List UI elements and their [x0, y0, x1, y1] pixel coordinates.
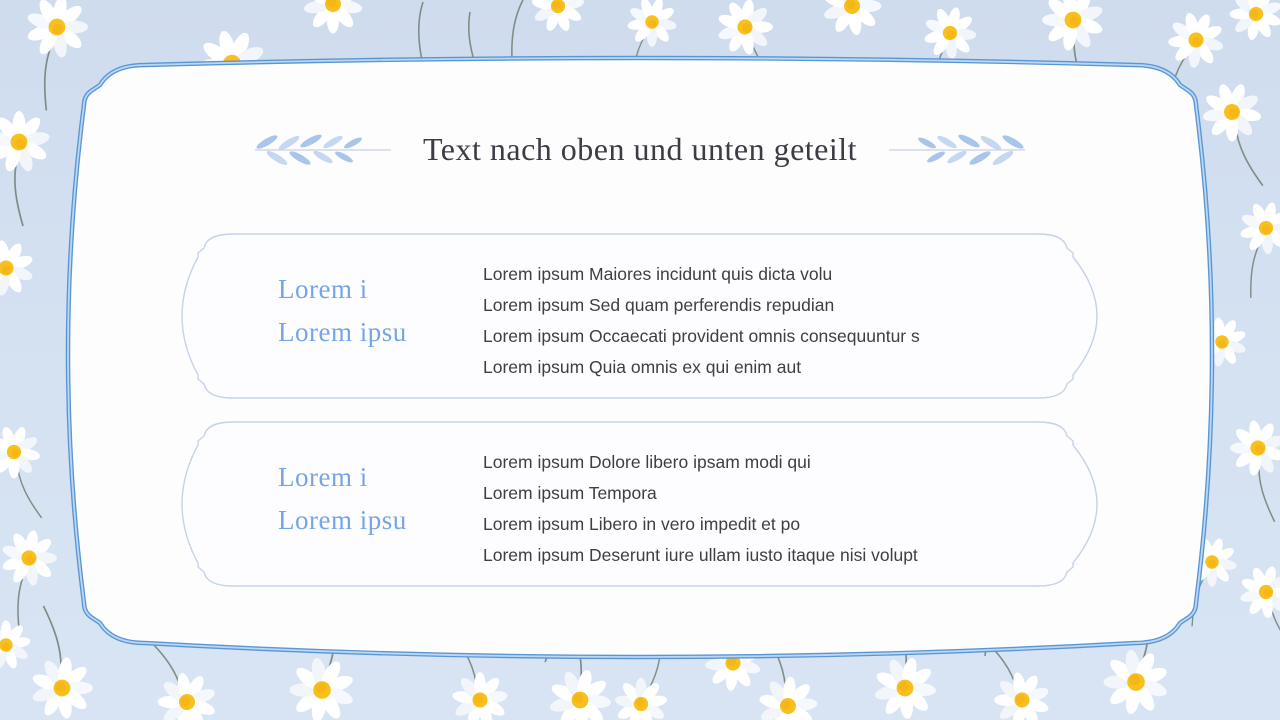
section-label	[278, 268, 407, 354]
section-label-line2: Lorem ipsu	[278, 317, 407, 347]
section-label	[278, 456, 407, 542]
section-item: Lorem ipsum Tempora	[483, 483, 657, 503]
section-label-line1: Lorem i	[278, 274, 368, 304]
section-item: Lorem ipsum Deserunt iure ullam iusto itaque nisi volupt	[483, 545, 918, 565]
section-items	[483, 259, 920, 383]
section-item: Lorem ipsum Dolore libero ipsam modi qui	[483, 452, 811, 472]
section-item: Lorem ipsum Occaecati provident omnis consequuntur s	[483, 326, 920, 346]
section-item: Lorem ipsum Sed quam perferendis repudian	[483, 295, 835, 315]
laurel-branch-right-icon	[887, 132, 1027, 168]
slide-header	[0, 131, 1280, 168]
section-item: Lorem ipsum Maiores incidunt quis dicta volu	[483, 264, 833, 284]
section-label-line1: Lorem i	[278, 462, 368, 492]
section-label-line2: Lorem ipsu	[278, 505, 407, 535]
slide-title: Text nach oben und unten geteilt	[422, 131, 858, 167]
section-item: Lorem ipsum Libero in vero impedit et po	[483, 514, 801, 534]
section-bottom	[178, 420, 1108, 588]
section-top	[178, 232, 1108, 400]
laurel-branch-left-icon	[253, 132, 393, 168]
section-items	[483, 447, 918, 571]
section-item: Lorem ipsum Quia omnis ex qui enim aut	[483, 357, 802, 377]
